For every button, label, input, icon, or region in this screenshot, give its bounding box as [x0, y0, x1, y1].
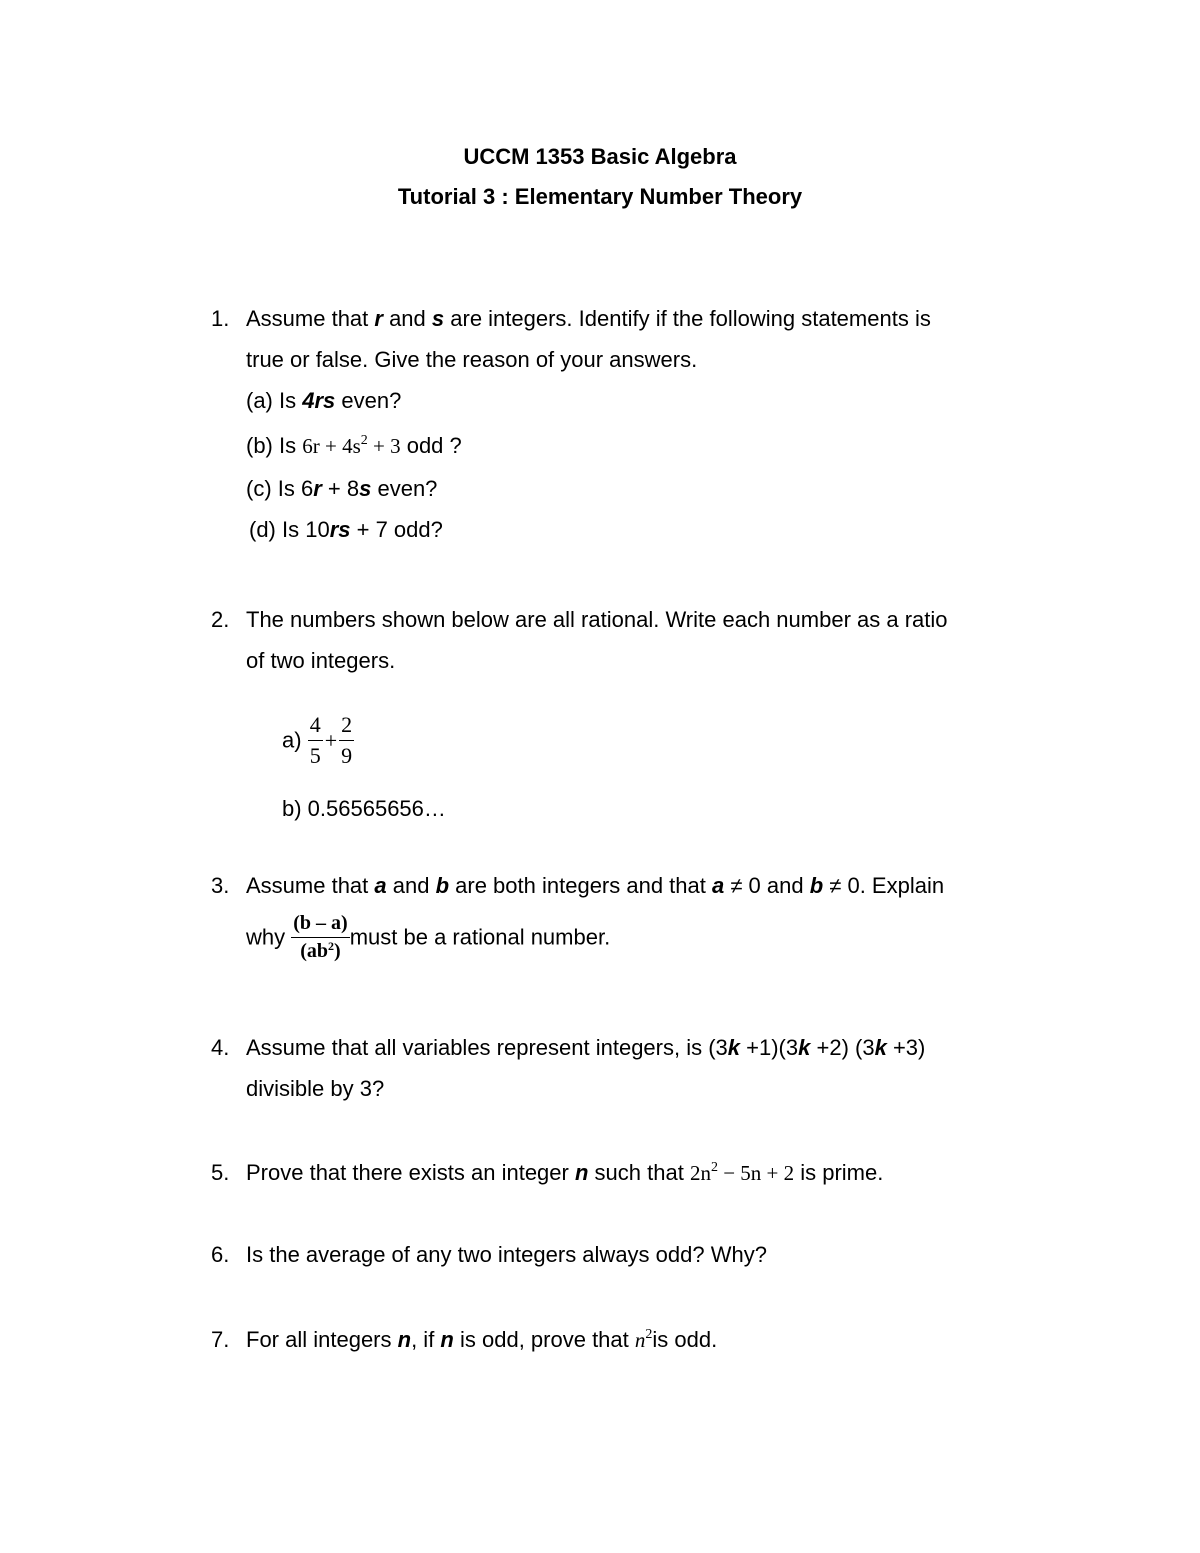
question-2-line-2: of two integers. [246, 648, 396, 673]
variable-r: r [374, 306, 383, 331]
question-7-line: For all integers n, if n is odd, prove that $n^2is$ odd. [246, 1327, 718, 1352]
question-4-line-1: Assume that all variables represent integers, is (3k +1)(3k +2) (3k +3) [246, 1035, 926, 1060]
question-1-line-1: Assume that r and s are integers. Identify if the following statements is [246, 306, 931, 331]
question-1c: (c) Is 6r + 8s even? [246, 476, 438, 501]
tutorial-title: Tutorial 3 : Elementary Number Theory [397, 184, 803, 209]
question-1b: (b) Is $6r + 4s^2 + 3$ odd ? [246, 433, 462, 458]
question-number: 2. [211, 607, 230, 632]
fraction-b-minus-a-over-ab2: $\frac{(b - a)}{(ab^2)}$ [293, 912, 348, 962]
question-2-line-1: The numbers shown below are all rational. Write each number as a ratio [246, 607, 948, 632]
question-3-line-2: why $\frac{(b - a)}{(ab^2)}$ must be a rational number. [246, 912, 611, 962]
question-1-line-2: true or false. Give the reason of your answers. [246, 347, 698, 372]
course-title: UCCM 1353 Basic Algebra [463, 144, 737, 169]
question-number: 7. [211, 1327, 230, 1352]
expression: $2n^2 - 5n + 2$ [689, 1160, 795, 1185]
question-2b: b) 0.56565656… [282, 796, 446, 821]
question-number: 3. [211, 873, 230, 898]
question-2a: a) $\frac{4}{5}$ + $\frac{2}{9}$ [282, 712, 353, 768]
question-6-line: Is the average of any two integers always odd? Why? [246, 1242, 767, 1267]
question-4-line-2: divisible by 3? [246, 1076, 385, 1101]
variable-s: s [431, 306, 445, 331]
question-1d: (d) Is 10rs + 7 odd? [249, 517, 443, 542]
question-3-line-1: Assume that a and b are both integers and that a ≠ 0 and b ≠ 0. Explain [246, 873, 945, 898]
question-number: 1. [211, 306, 230, 331]
question-5-line: Prove that there exists an integer n such that $2n^2 - 5n + 2$ is prime. [246, 1160, 884, 1185]
question-1a: (a) Is 4rs even? [246, 388, 402, 413]
fraction-4-5: $\frac{4}{5}$ [309, 712, 321, 768]
question-number: 5. [211, 1160, 230, 1185]
question-number: 4. [211, 1035, 230, 1060]
fraction-2-9: $\frac{2}{9}$ [341, 712, 353, 768]
expression: $6r + 4s^2 + 3$ [302, 433, 401, 458]
question-number: 6. [211, 1242, 230, 1267]
